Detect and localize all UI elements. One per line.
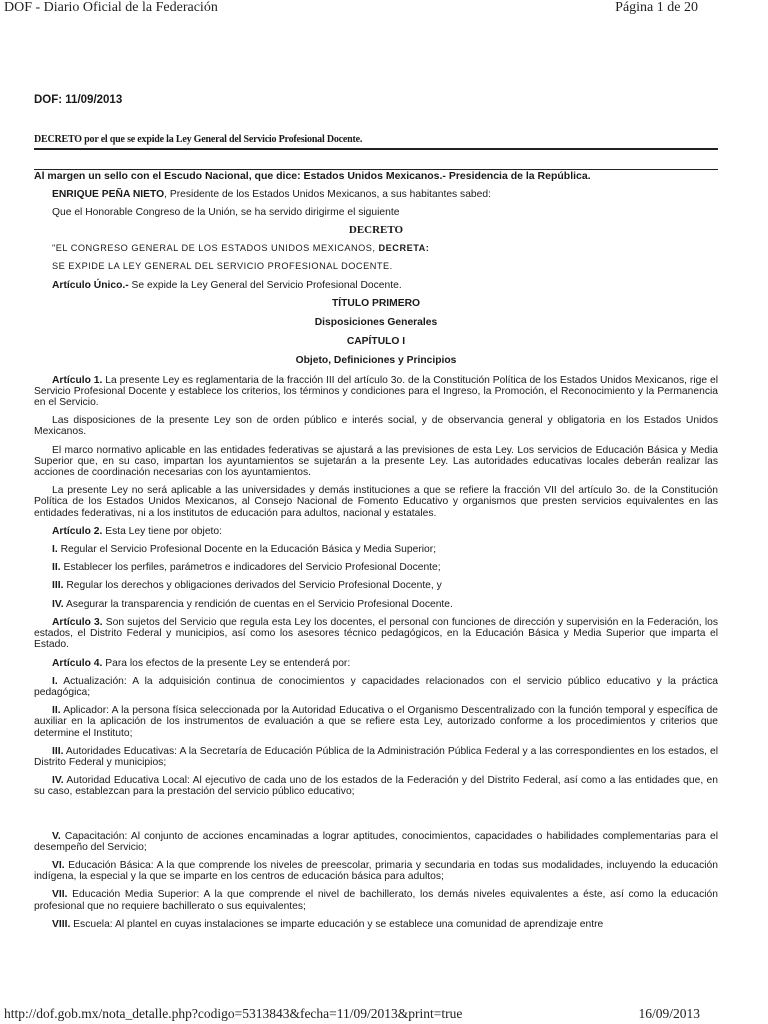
decree-title: DECRETO por el que se expide la Ley General del Servicio Profesional Docente. [34,134,718,150]
item-number: IV. [52,598,64,610]
item-number: V. [52,830,61,842]
art4-label: Artículo 4. [52,657,103,669]
spacer [34,805,718,831]
item-text: Establecer los perfiles, parámetros e indicadores del Servicio Profesional Docente; [60,562,441,574]
item-number: I. [52,544,58,556]
art1-text: La presente Ley es reglamentaria de la fracción III del artículo 3o. de la Constitución Política de los Estados Unidos Mexicanos, rige el Servicio Profesional Docente y establece los criterios, los términos y condiciones para el Ingreso, la Promoción, el Reconocimiento y la Permanencia en el Servicio. [34,374,718,409]
item-number: VII. [52,889,68,901]
item-text: Autoridades Educativas: A la Secretaría de Educación Pública de la Administración Pública Federal y a las correspondientes en los estados, el Distrito Federal y municipios; [34,745,718,768]
item-text: Capacitación: Al conjunto de acciones encaminadas a lograr aptitudes, conocimientos, capacidades o habilidades complementarias para el desempeño del Servicio; [34,830,718,853]
president-text: , Presidente de los Estados Unidos Mexicanos, a sus habitantes sabed: [164,188,491,200]
expide-text: SE EXPIDE LA LEY GENERAL DEL SERVICIO PROFESIONAL DOCENTE. [52,261,393,272]
articulo-unico-label: Artículo Único.- [52,279,129,291]
page-header [0,0,768,20]
page-counter: Página 1 de 20 [615,0,698,15]
item-number: VI. [52,859,65,871]
item-text: Actualización: A la adquisición continua de conocimientos y capacidades relacionados con el servicio público educativo y la práctica pedagógica; [34,675,718,698]
item-text: Educación Básica: A la que comprende los niveles de preescolar, primaria y secundaria en todas sus modalidades, incluyendo la educación indígena, la especial y la que se imparte en los centros de educación básica para adultos; [34,859,718,883]
list-item [34,544,718,555]
margin-note: Al margen un sello con el Escudo Nacional, que dice: Estados Unidos Mexicanos.- Presidencia de la República. [34,169,718,182]
article-1 [34,375,718,409]
item-number: I. [52,675,58,687]
footer-print-date: 16/09/2013 [638,1006,700,1021]
paragraph-2: El marco normativo aplicable en las entidades federativas se ajustará a las previsiones de esta Ley. Los servicios de Educación Básica y Media Superior que, en su caso, impartan los ayuntamientos se sujetarán a la presente Ley. Las autoridades educativas locales deberán realizar las acciones de coordinación necesarias con los ayuntamientos. [34,444,718,479]
art2-label: Artículo 2. [52,525,103,537]
art1-label: Artículo 1. [52,374,103,386]
footer-url: http://dof.gob.mx/nota_detalle.php?codigo=5313843&fecha=11/09/2013&print=true [4,1006,463,1021]
art3-label: Artículo 3. [52,616,103,628]
article-4 [34,658,718,669]
art4-text: Para los efectos de la presente Ley se entenderá por: [102,657,351,669]
objeto-heading: Objeto, Definiciones y Principios [295,355,457,367]
item-number: III. [52,580,64,592]
art2-text: Esta Ley tiene por objeto: [102,525,222,537]
list-item [34,775,718,797]
congress-decreta-text: "EL CONGRESO GENERAL DE LOS ESTADOS UNIDOS MEXICANOS, [52,243,379,254]
item-number: II. [52,705,61,717]
list-item [34,889,718,911]
list-item [34,580,718,591]
item-number: IV. [52,775,64,787]
paragraph-3: La presente Ley no será aplicable a las universidades y demás instituciones a que se refiere la fracción VII del artículo 3o. de la Constitución Política de los Estados Unidos Mexicanos, al Consejo Nacional de Fomento Educativo y organismos que presten servicios equivalentes en las entidades federativas, ni a los institutos de educación para adultos, nacional y estatales. [34,485,718,519]
item-text: Regular los derechos y obligaciones derivados del Servicio Profesional Docente, y [63,580,442,592]
congress-text: Que el Honorable Congreso de la Unión, se ha servido dirigirme el siguiente [52,206,400,218]
articulo-unico-text: Se expide la Ley General del Servicio Profesional Docente. [128,279,402,291]
item-text: Escuela: Al plantel en cuyas instalaciones se imparte educación y se establece una comunidad de aprendizaje entre [70,918,604,930]
list-item [34,919,718,930]
article-2 [34,526,718,537]
list-item [34,860,718,882]
item-number: III. [52,745,64,757]
list-item [34,705,718,739]
item-text: Educación Media Superior: A la que comprende el nivel de bachillerato, los demás niveles equivalentes a éste, así como la educación profesional que no requiere bachillerato o sus equivalentes; [34,889,718,912]
page-footer [0,1006,768,1024]
item-text: Aplicador: A la persona física seleccionada por la Autoridad Educativa o el Organismo Descentralizado con la función temporal y específica de auxiliar en la aplicación de los instrumentos de evaluación a que se refiere esta Ley, autorizado conforme a los procedimientos y criterios que determine el Instituto; [34,705,718,739]
decreto-heading: DECRETO [348,224,404,237]
item-number: II. [52,562,61,574]
list-item [34,562,718,573]
president-line [34,189,718,200]
congress-decreta [34,243,718,254]
list-item [34,676,718,698]
list-item [34,599,718,610]
capitulo-heading: CAPÍTULO I [346,336,406,348]
article-3 [34,617,718,651]
item-text: Asegurar la transparencia y rendición de cuentas en el Servicio Profesional Docente. [63,598,453,610]
item-text: Autoridad Educativa Local: Al ejecutivo de cada uno de los estados de la Federación y del Distrito Federal, así como a las entidades que, en su caso, establezcan para la prestación del servicio público educativo; [34,775,718,798]
site-title: DOF - Diario Oficial de la Federación [4,0,218,15]
president-name: ENRIQUE PEÑA NIETO [52,188,165,200]
paragraph-1: Las disposiciones de la presente Ley son de orden público e interés social, y de observancia general y obligatoria en los Estados Unidos Mexicanos. [34,415,718,438]
disposiciones-heading: Disposiciones Generales [314,317,438,329]
document-body [34,95,718,937]
item-text: Regular el Servicio Profesional Docente en la Educación Básica y Media Superior; [57,544,437,556]
item-number: VIII. [52,918,71,930]
list-item [34,746,718,768]
art3-text: Son sujetos del Servicio que regula esta Ley los docentes, el personal con funciones de dirección y supervisión en la Federación, los estados, el Distrito Federal y municipios, así como los asesores técnico pedagógicos, en la Educación Básica y Media Superior que imparta el Estado. [34,616,718,651]
titulo-heading: TÍTULO PRIMERO [331,297,421,309]
list-item [34,831,718,853]
doc-date: DOF: 11/09/2013 [34,94,123,106]
decreta-label: DECRETA: [378,243,430,254]
articulo-unico [34,280,718,291]
